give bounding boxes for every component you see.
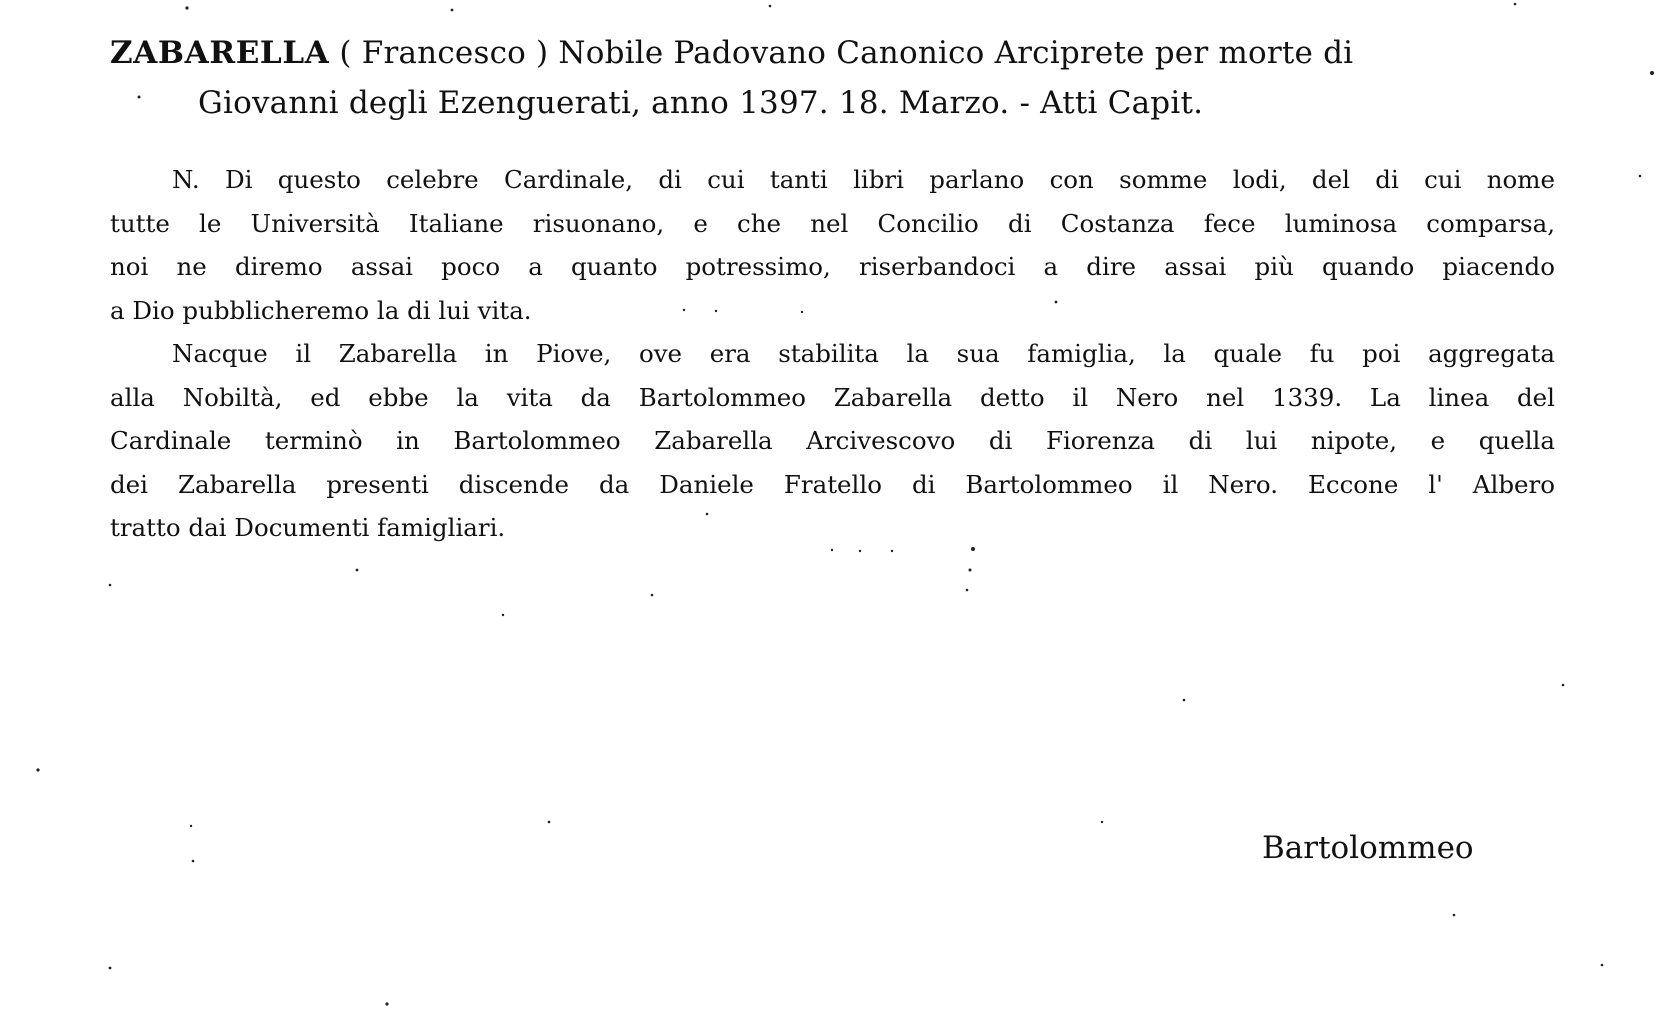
- paragraph-line: N. Di questo celebre Cardinale, di cui tanti libri parlano con somme lodi, del di cui nome: [172, 165, 1555, 194]
- catchword: Bartolommeo: [1262, 830, 1474, 866]
- paragraph-line: a Dio pubblicheremo la di lui vita.: [110, 295, 532, 325]
- heading-line-2: Giovanni degli Ezenguerati, anno 1397. 18. Marzo. - Atti Capit.: [198, 85, 1204, 121]
- paragraph-line: alla Nobiltà, ed ebbe la vita da Bartolommeo Zabarella detto il Nero nel 1339. La linea del: [110, 382, 1555, 412]
- paragraph-line: Nacque il Zabarella in Piove, ove era stabilita la sua famiglia, la quale fu poi aggregata: [172, 339, 1555, 368]
- paragraph-line: dei Zabarella presenti discende da Daniele Fratello di Bartolommeo il Nero. Eccone l' Albero: [110, 469, 1555, 499]
- heading-line-1: [110, 28, 1560, 78]
- heading-line-1-rest: ( Francesco ) Nobile Padovano Canonico Arciprete per morte di: [329, 35, 1354, 71]
- heading-surname: ZABARELLA: [110, 35, 330, 71]
- paragraph-family: [110, 332, 1555, 550]
- entry-heading: [110, 28, 1560, 128]
- paragraph-line: tutte le Università Italiane risuonano, e che nel Concilio di Costanza fece luminosa comparsa,: [110, 208, 1555, 238]
- paragraph-line: noi ne diremo assai poco a quanto potressimo, riserbandoci a dire assai più quando piacendo: [110, 252, 1555, 281]
- paragraph-note: [110, 158, 1555, 332]
- paragraph-line: tratto dai Documenti famigliari.: [110, 513, 506, 542]
- paragraph-line: Cardinale terminò in Bartolommeo Zabarella Arcivescovo di Fiorenza di lui nipote, e quella: [110, 426, 1555, 455]
